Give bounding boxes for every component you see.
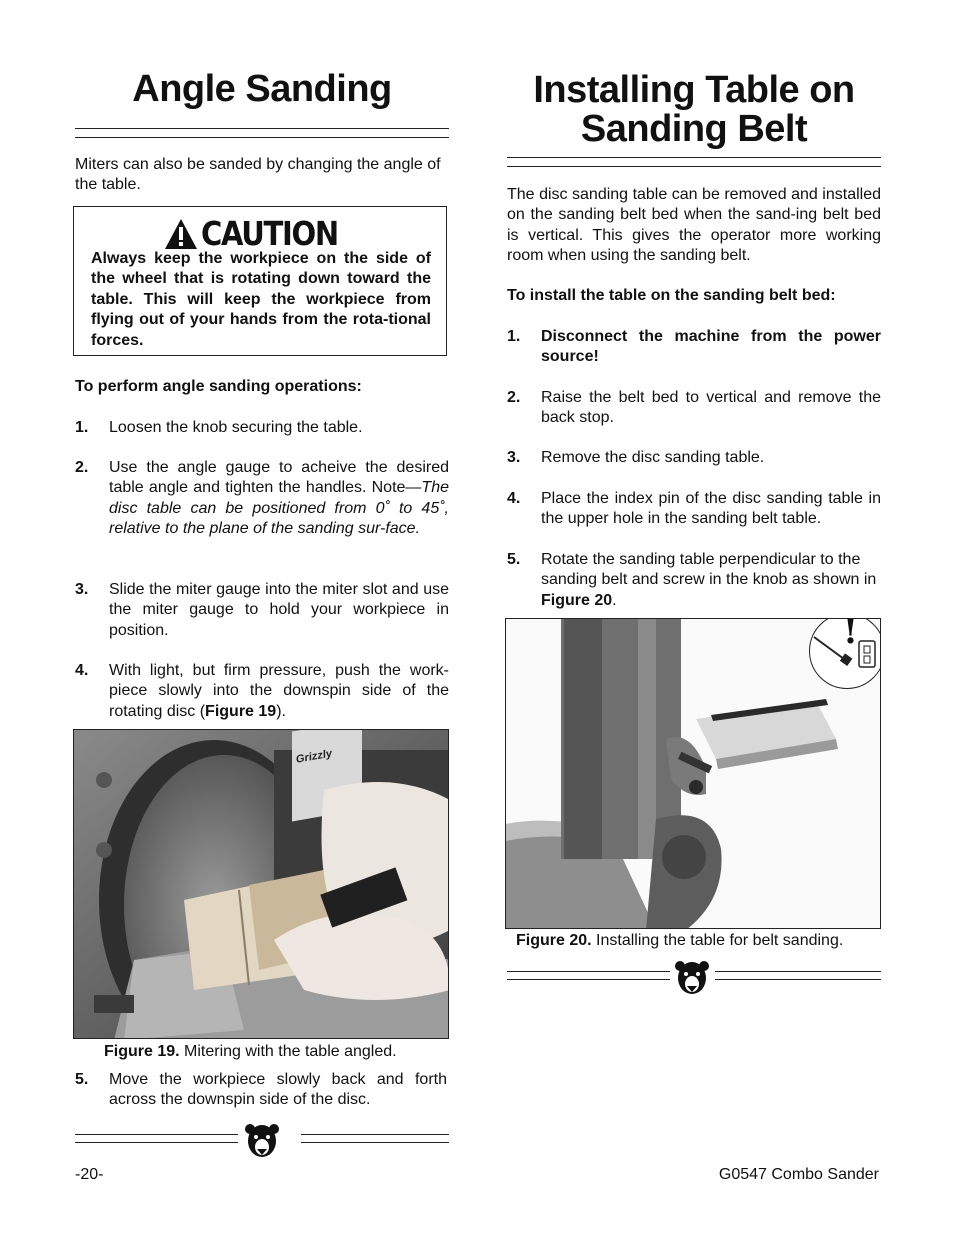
figure-20-caption: Figure 20. Installing the table for belt sanding. bbox=[516, 932, 844, 949]
step-number: 2. bbox=[75, 459, 89, 476]
angle-sanding-intro: Miters can also be sanded by changing the angle of the table. bbox=[75, 156, 441, 194]
figure-reference: Figure 20 bbox=[541, 591, 613, 609]
step-text: Disconnect the machine from the power source! bbox=[541, 328, 881, 366]
section-title-installing-table: Installing Table on Sanding Belt bbox=[533, 69, 855, 150]
caution-text: Always keep the workpiece on the side of the wheel that is rotating down toward the table. This will keep the workpiece from flying out of your hands from the rota-tional forces. bbox=[91, 250, 431, 349]
step-number: 4. bbox=[75, 662, 89, 679]
install-procedure-heading: To install the table on the sanding belt bed: bbox=[507, 287, 836, 304]
install-step-5 bbox=[507, 550, 881, 611]
unplug-warning-mark: ! bbox=[843, 618, 858, 652]
step-number: 2. bbox=[507, 389, 521, 406]
angle-step-3 bbox=[75, 580, 449, 641]
step-text: With light, but firm pressure, push the work-piece slowly into the downspin side of the rotating disc (Figure 19). bbox=[109, 662, 449, 720]
step-number: 5. bbox=[507, 551, 521, 568]
caution-header bbox=[164, 214, 364, 254]
figure-19-photo bbox=[73, 729, 449, 1039]
step-note: The disc table can be positioned from 0˚ to 45˚, relative to the plane of the sanding sur-face. bbox=[109, 479, 449, 538]
step-number: 3. bbox=[75, 581, 89, 598]
unplug-warning-icon bbox=[809, 618, 881, 689]
bear-logo-icon bbox=[243, 1122, 281, 1165]
bear-logo-icon bbox=[673, 959, 711, 1002]
figure-20-photo bbox=[505, 618, 881, 929]
step-number: 1. bbox=[507, 328, 521, 345]
section-title-angle-sanding: Angle Sanding bbox=[132, 68, 392, 110]
step-number: 1. bbox=[75, 419, 89, 436]
machine-brand-label: Grizzly bbox=[296, 747, 333, 766]
title-rule bbox=[75, 128, 449, 138]
install-step-2 bbox=[507, 388, 881, 429]
warning-triangle-icon bbox=[164, 218, 198, 250]
figure-19-caption: Figure 19. Mitering with the table angled. bbox=[104, 1043, 397, 1060]
title-rule bbox=[507, 157, 881, 167]
step-text: Remove the disc sanding table. bbox=[541, 449, 765, 466]
installing-intro: The disc sanding table can be removed and installed on the sanding belt bed when the sand-ing belt bed is vertical. This gives the operator more working room when using the sanding belt. bbox=[507, 186, 881, 265]
disc-sander-illustration bbox=[74, 730, 449, 1039]
step-text: Move the workpiece slowly back and forth across the downspin side of the disc. bbox=[109, 1071, 447, 1109]
install-step-1 bbox=[507, 327, 881, 368]
step-number: 5. bbox=[75, 1071, 89, 1088]
section-end-divider bbox=[507, 959, 881, 993]
angle-step-5 bbox=[75, 1070, 447, 1111]
step-text: Place the index pin of the disc sanding table in the upper hole in the sanding belt table. bbox=[541, 490, 881, 528]
angle-procedure-heading: To perform angle sanding operations: bbox=[75, 378, 362, 395]
angle-step-4 bbox=[75, 661, 449, 722]
step-text: Slide the miter gauge into the miter slot and use the miter gauge to hold your workpiece in position. bbox=[109, 581, 449, 639]
step-number: 3. bbox=[507, 449, 521, 466]
step-text: Raise the belt bed to vertical and remove the back stop. bbox=[541, 389, 881, 427]
model-name: G0547 Combo Sander bbox=[718, 1166, 879, 1183]
angle-step-2 bbox=[75, 458, 449, 540]
angle-step-1 bbox=[75, 418, 449, 438]
install-step-3 bbox=[507, 448, 881, 468]
figure-reference: Figure 19 bbox=[205, 702, 277, 720]
caution-box bbox=[73, 206, 447, 356]
page-number: -20- bbox=[75, 1166, 104, 1183]
step-text: Loosen the knob securing the table. bbox=[109, 419, 363, 436]
install-step-4 bbox=[507, 489, 881, 530]
step-text: Use the angle gauge to acheive the desired table angle and tighten the handles. Note—The disc table can be positioned from 0˚ to 45˚, relative to the plane of the sanding sur-face. bbox=[109, 459, 449, 538]
caution-label: CAUTION bbox=[201, 214, 338, 253]
step-number: 4. bbox=[507, 490, 521, 507]
step-text: Rotate the sanding table perpendicular to the sanding belt and screw in the knob as shown in Figure 20. bbox=[541, 551, 877, 609]
section-end-divider bbox=[75, 1122, 449, 1156]
